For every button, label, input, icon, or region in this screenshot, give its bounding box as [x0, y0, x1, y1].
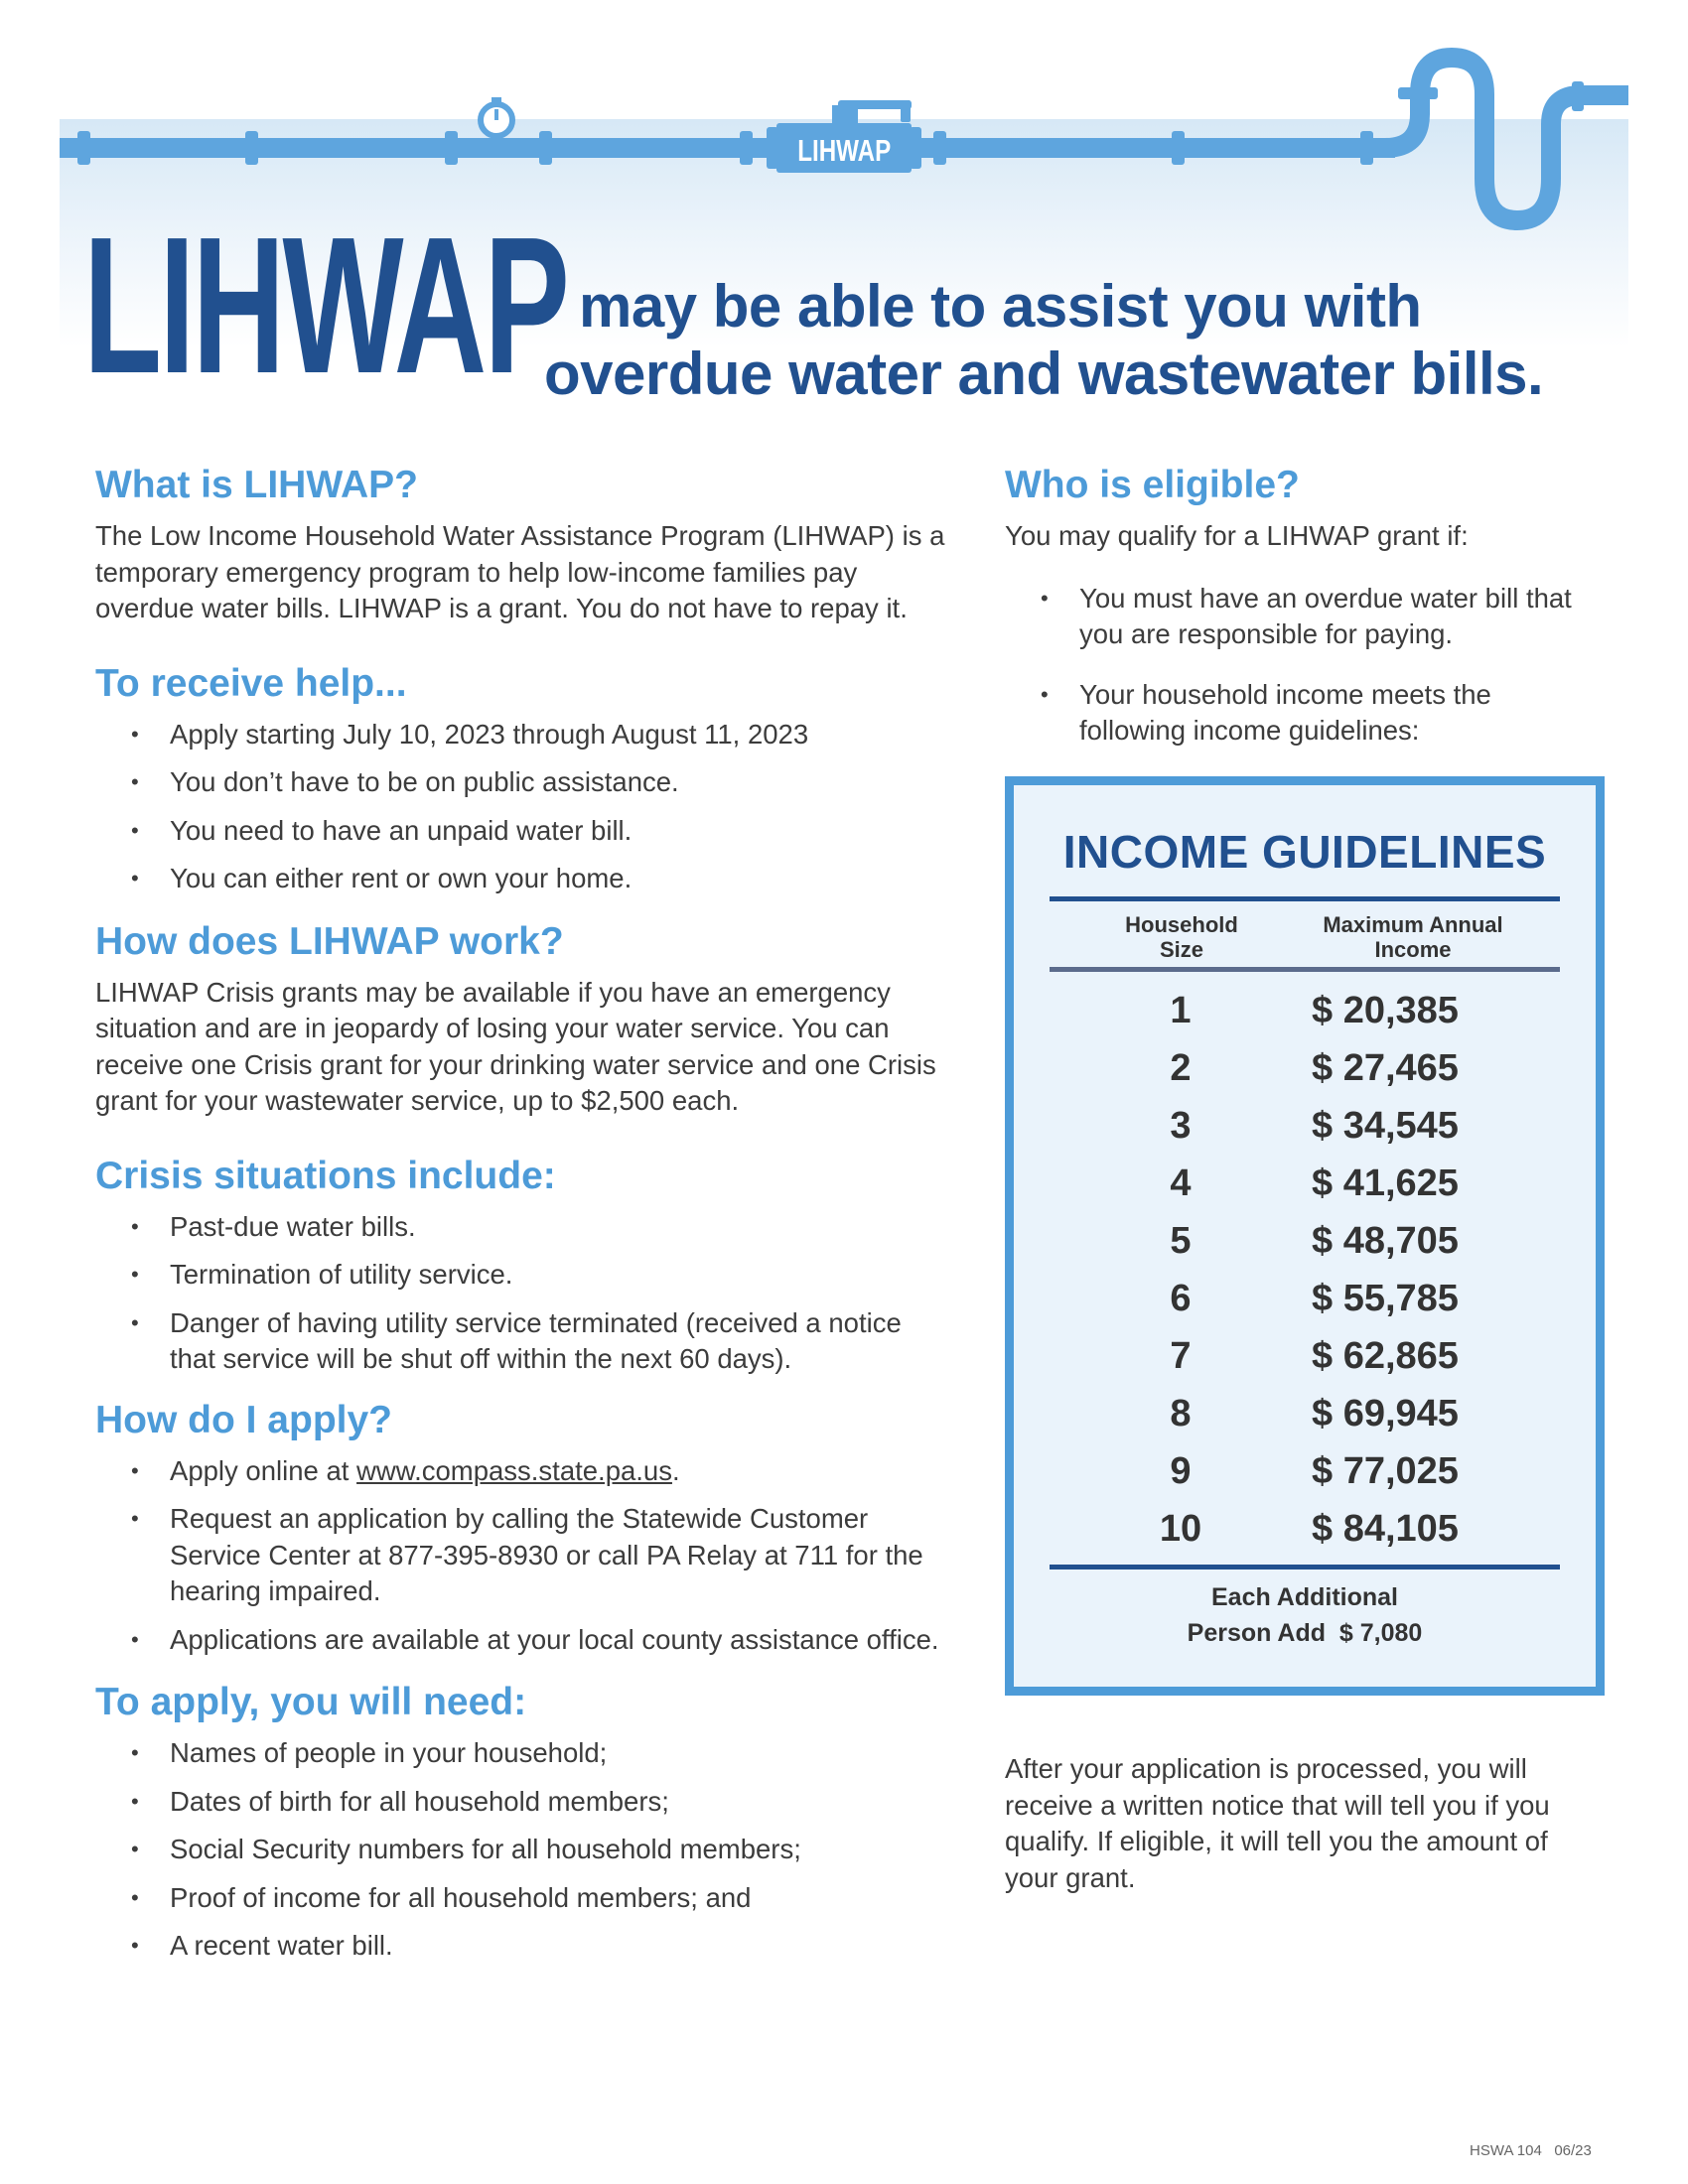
household-size-cell: 9	[1170, 1450, 1192, 1492]
right-column	[1005, 463, 1601, 761]
income-cell: $ 41,625	[1312, 1162, 1459, 1204]
list-item: • Applications are available at your local county assistance office.	[95, 1622, 949, 1659]
list-item: • Termination of utility service.	[95, 1257, 949, 1294]
divider	[1050, 967, 1560, 972]
list-item: • A recent water bill.	[95, 1928, 949, 1965]
income-cell: $ 34,545	[1312, 1105, 1459, 1147]
eligible-intro: You may qualify for a LIHWAP grant if:	[1005, 520, 1469, 551]
list-item	[95, 1453, 949, 1490]
list-item: • Dates of birth for all household members;	[95, 1784, 949, 1821]
list-item-text: Apply online at	[170, 1454, 357, 1486]
section-heading: How does LIHWAP work?	[95, 919, 564, 963]
table-row	[1014, 1212, 1596, 1270]
section-what-is	[95, 463, 949, 627]
page-tagline	[544, 273, 1636, 408]
income-cell: $ 27,465	[1312, 1047, 1459, 1089]
household-size-cell: 5	[1170, 1220, 1192, 1262]
table-row	[1014, 1155, 1596, 1212]
eligible-bullet-list	[1005, 581, 1601, 750]
section-what-you-need	[95, 1680, 949, 1965]
household-size-cell: 3	[1170, 1105, 1192, 1147]
section-receive-help	[95, 661, 949, 897]
table-row	[1014, 1442, 1596, 1500]
list-item: • Social Security numbers for all household members;	[95, 1832, 949, 1868]
section-heading: Who is eligible?	[1005, 464, 1300, 506]
section-body: LIHWAP Crisis grants may be available if you have an emergency situation and are in jeopardy of losing your water service. You can receive one Crisis grant for your drinking water service and one Crisis grant for your wastewater service, up to $2,500 each.	[95, 976, 936, 1116]
income-cell: $ 69,945	[1312, 1393, 1459, 1434]
income-cell: $ 62,865	[1312, 1335, 1459, 1377]
list-item: • You don’t have to be on public assistance.	[95, 764, 949, 801]
section-heading: How do I apply?	[95, 1398, 392, 1441]
bullet-list	[95, 1209, 949, 1378]
household-size-cell: 8	[1170, 1393, 1192, 1434]
list-item: • You must have an overdue water bill that you are responsible for paying.	[1005, 581, 1601, 653]
after-processing-note: After your application is processed, you will receive a written notice that will tell you if you qualify. If eligible, it will tell you the amount of your grant.	[1005, 1753, 1550, 1893]
additional-person-line: Person Add $ 7,080	[1187, 1619, 1423, 1647]
income-guidelines-title: INCOME GUIDELINES	[1062, 826, 1547, 878]
pipe-valve-label: LIHWAP	[797, 133, 892, 168]
additional-person-line: Each Additional	[1211, 1583, 1398, 1611]
bullet-list	[95, 1453, 949, 1659]
section-heading: Crisis situations include:	[95, 1154, 556, 1197]
section-heading: To apply, you will need:	[95, 1681, 527, 1723]
section-crisis-situations	[95, 1154, 949, 1378]
table-row	[1014, 1327, 1596, 1385]
divider	[1050, 896, 1560, 901]
list-item: • Names of people in your household;	[95, 1735, 949, 1772]
list-item: • Danger of having utility service terminated (received a notice that service will be shut off within the next 60 days).	[95, 1305, 949, 1378]
compass-website-link[interactable]: www.compass.state.pa.us	[356, 1454, 672, 1486]
section-how-works	[95, 919, 949, 1120]
income-cell: $ 20,385	[1312, 990, 1459, 1031]
list-item: • Proof of income for all household members; and	[95, 1880, 949, 1917]
household-size-cell: 4	[1170, 1162, 1192, 1204]
additional-person-note	[1014, 1579, 1596, 1651]
income-guidelines-table	[1005, 776, 1605, 1696]
tagline-line-2: overdue water and wastewater bills.	[544, 341, 1544, 407]
list-item: • Apply starting July 10, 2023 through August 11, 2023	[95, 717, 949, 753]
list-item-text: .	[671, 1454, 680, 1486]
section-how-apply	[95, 1398, 949, 1659]
table-row	[1014, 1097, 1596, 1155]
household-size-cell: 1	[1170, 990, 1192, 1031]
income-cell: $ 48,705	[1312, 1220, 1459, 1262]
household-size-cell: 10	[1159, 1508, 1202, 1550]
income-cell: $ 77,025	[1312, 1450, 1459, 1492]
left-column	[95, 463, 949, 1977]
household-size-cell: 2	[1170, 1047, 1192, 1089]
table-row	[1014, 1500, 1596, 1558]
section-heading: To receive help...	[95, 661, 407, 705]
bullet-list	[95, 717, 949, 897]
section-heading: What is LIHWAP?	[95, 464, 418, 506]
page-title-logo: LIHWAP	[83, 197, 568, 414]
divider	[1050, 1565, 1560, 1570]
tagline-line-1: may be able to assist you with	[579, 273, 1422, 340]
column-header-max-income	[1294, 912, 1532, 962]
table-row	[1014, 982, 1596, 1039]
list-item: • Request an application by calling the Statewide Customer Service Center at 877-395-8930 or call PA Relay at 711 for the hearing impaired.	[95, 1501, 949, 1610]
column-header-household-size	[1097, 912, 1266, 962]
column-header-text: Maximum Annual Income	[1323, 912, 1503, 962]
list-item: • You can either rent or own your home.	[95, 861, 949, 897]
table-row	[1014, 1039, 1596, 1097]
list-item: • You need to have an unpaid water bill.	[95, 813, 949, 850]
table-row	[1014, 1385, 1596, 1442]
list-item: • Past-due water bills.	[95, 1209, 949, 1246]
column-header-text: Household Size	[1125, 912, 1238, 962]
table-row	[1014, 1270, 1596, 1327]
household-size-cell: 6	[1170, 1278, 1192, 1319]
section-body: The Low Income Household Water Assistance Program (LIHWAP) is a temporary emergency program to help low-income families pay overdue water bills. LIHWAP is a grant. You do not have to repay it.	[95, 520, 945, 623]
income-cell: $ 84,105	[1312, 1508, 1459, 1550]
list-item: • Your household income meets the following income guidelines:	[1005, 677, 1601, 750]
form-code: HSWA 104 06/23	[1470, 2142, 1592, 2159]
income-cell: $ 55,785	[1312, 1278, 1459, 1319]
household-size-cell: 7	[1170, 1335, 1192, 1377]
bullet-list	[95, 1735, 949, 1965]
